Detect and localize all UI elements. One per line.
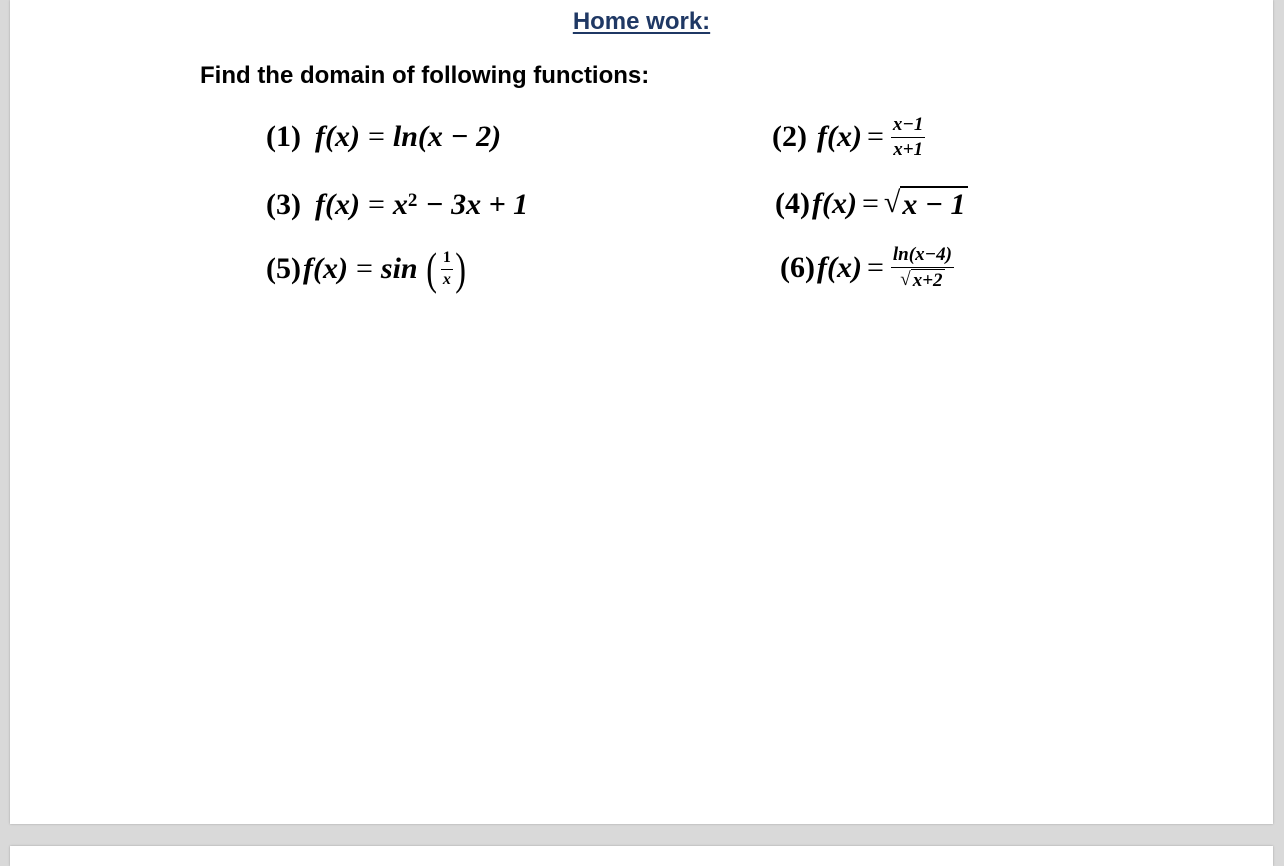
right-paren: ) — [455, 243, 466, 294]
equals-sign: = — [866, 250, 884, 284]
function-lhs: f(x) — [314, 120, 360, 153]
problem-number: (3) — [266, 188, 301, 221]
denominator: x — [442, 270, 451, 288]
problem-number: (1) — [266, 120, 301, 153]
instruction-text: Find the domain of following functions: — [200, 62, 650, 89]
problem-number: (6) — [780, 250, 815, 284]
radical-sign: √ — [900, 268, 911, 290]
fraction — [891, 114, 926, 161]
equals-sign: = — [367, 120, 385, 153]
equals-sign: = — [367, 188, 385, 221]
function-lhs: f(x) — [816, 120, 862, 154]
problem-number: (4) — [775, 187, 810, 220]
problem-1 — [266, 120, 501, 154]
radicand: x − 1 — [902, 188, 966, 221]
equals-sign: = — [861, 187, 879, 220]
equals-sign: = — [355, 252, 373, 285]
function-lhs: f(x) — [811, 187, 857, 220]
next-page-edge — [10, 846, 1273, 866]
denominator-root — [898, 268, 946, 292]
problem-4 — [775, 186, 968, 222]
fraction — [441, 249, 453, 289]
function-lhs: f(x) — [816, 250, 862, 284]
rhs-rest: − 3x + 1 — [425, 188, 529, 221]
function-lhs: f(x) — [302, 252, 348, 285]
function-lhs: f(x) — [314, 188, 360, 221]
numerator: 1 — [441, 249, 453, 269]
problem-3 — [266, 188, 528, 222]
problem-5 — [266, 243, 468, 294]
page-heading: Home work: — [572, 8, 711, 35]
problem-number: (2) — [772, 120, 807, 154]
fraction — [891, 244, 954, 292]
equals-sign: = — [866, 120, 884, 154]
numerator: x−1 — [891, 114, 926, 138]
document-page — [10, 0, 1273, 824]
numerator: ln(x−4) — [891, 244, 954, 268]
square-root — [884, 186, 968, 222]
problem-number: (5) — [266, 252, 301, 285]
problem-6 — [780, 244, 954, 292]
denominator: x+1 — [893, 138, 924, 160]
problem-2 — [772, 114, 925, 161]
function-name: sin — [380, 252, 418, 285]
rhs-base: x — [392, 188, 408, 221]
denominator: x+2 — [912, 269, 943, 291]
left-paren: ( — [425, 243, 437, 294]
function-rhs: ln(x − 2) — [392, 120, 502, 153]
radical-sign: √ — [883, 186, 901, 219]
rhs-exponent: 2 — [407, 190, 418, 211]
